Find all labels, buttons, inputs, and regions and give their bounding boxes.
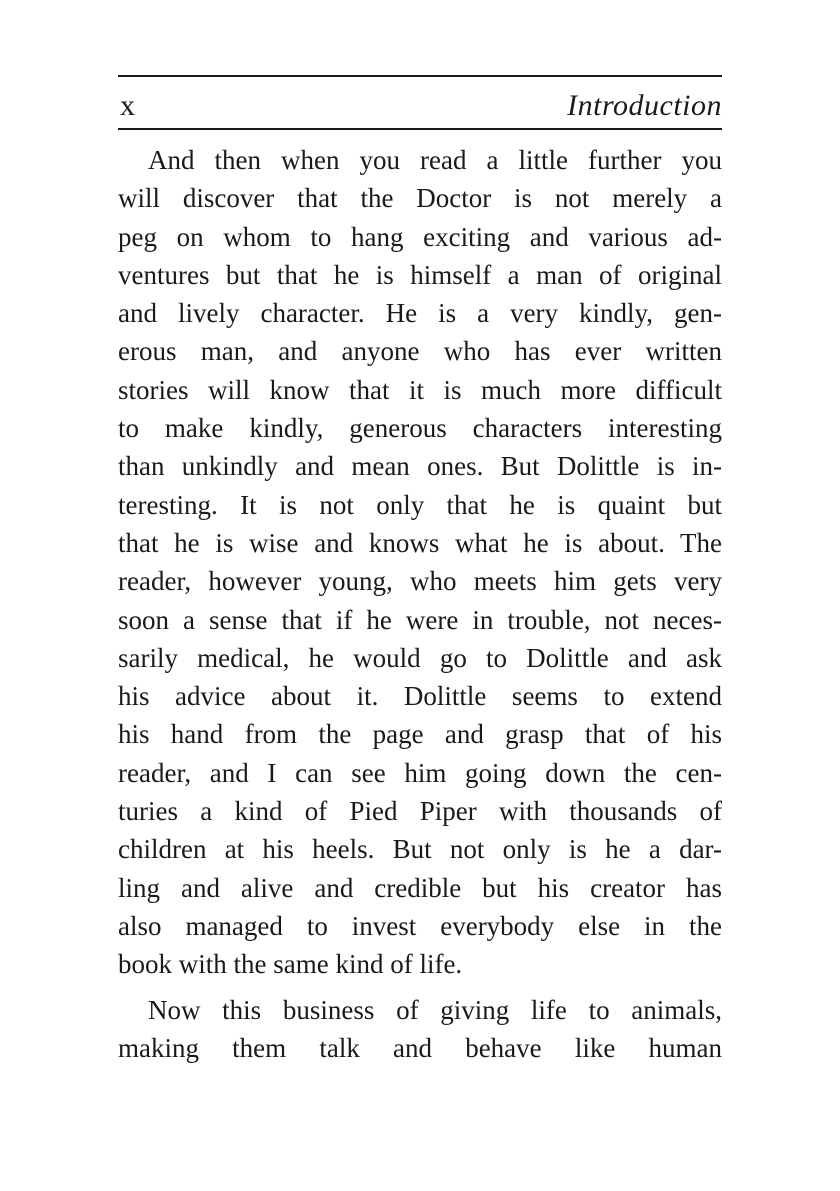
text-line: and lively character. He is a very kindly, gen-	[118, 298, 722, 329]
text-line: will discover that the Doctor is not merely a	[118, 183, 722, 214]
text-line: And then when you read a little further you	[148, 145, 722, 175]
text-line: reader, however young, who meets him gets very	[118, 566, 722, 597]
paragraph	[118, 141, 722, 984]
text-line: than unkindly and mean ones. But Dolittle is in-	[118, 451, 722, 482]
text-line: making them talk and behave like human	[118, 1032, 722, 1063]
text-line: ling and alive and credible but his creator has	[118, 872, 722, 903]
text-line: Now this business of giving life to animals,	[148, 994, 722, 1025]
text-line: sarily medical, he would go to Dolittle and ask	[118, 642, 722, 673]
text-line: also managed to invest everybody else in the	[118, 910, 722, 941]
text-line: stories will know that it is much more difficult	[118, 374, 722, 405]
header-rule-top	[118, 75, 722, 77]
text-line: book with the same kind of life.	[118, 949, 463, 980]
running-head	[118, 86, 722, 126]
text-line: to make kindly, generous characters interesting	[118, 413, 722, 444]
paragraph	[118, 991, 722, 1068]
text-line: erous man, and anyone who has ever written	[118, 336, 722, 367]
text-line: soon a sense that if he were in trouble, not neces-	[118, 604, 722, 635]
header-rule-bottom	[118, 128, 722, 130]
text-line: reader, and I can see him going down the cen-	[118, 757, 722, 788]
text-line: turies a kind of Pied Piper with thousands of	[118, 796, 722, 827]
text-line: ventures but that he is himself a man of original	[118, 259, 722, 290]
paragraph-spacer	[118, 984, 722, 991]
text-line: his hand from the page and grasp that of his	[118, 719, 722, 750]
page-number: x	[120, 89, 135, 122]
page-body	[118, 141, 722, 1067]
text-line: that he is wise and knows what he is about. The	[118, 527, 722, 558]
running-title: Introduction	[567, 89, 722, 122]
text-line: his advice about it. Dolittle seems to extend	[118, 681, 722, 712]
text-line: children at his heels. But not only is he a dar-	[118, 834, 722, 865]
text-line: peg on whom to hang exciting and various ad-	[118, 221, 722, 252]
text-line: teresting. It is not only that he is quaint but	[118, 489, 722, 520]
